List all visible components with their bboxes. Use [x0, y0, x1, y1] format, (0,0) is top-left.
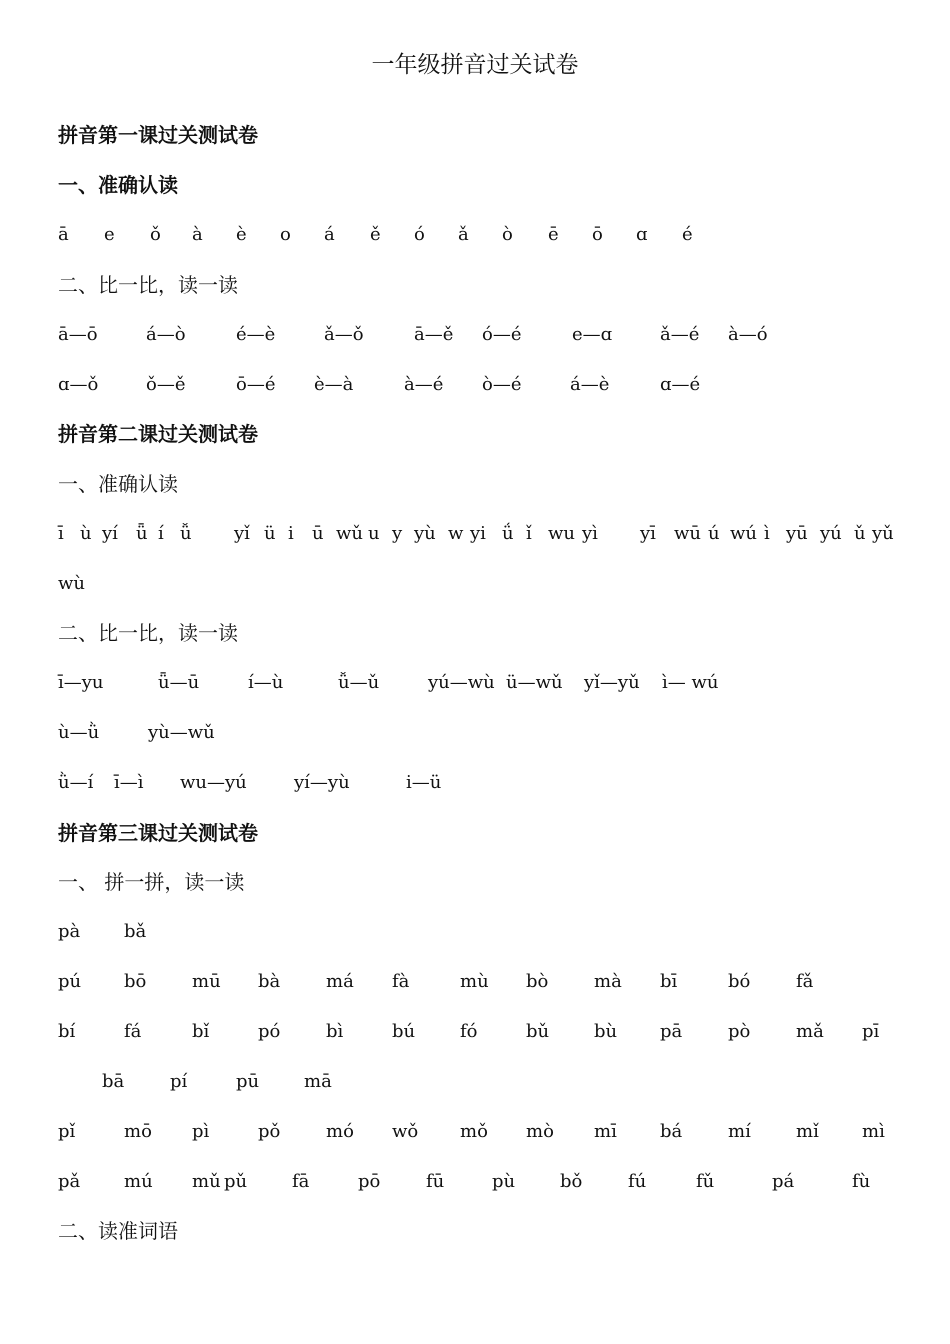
pinyin-item: pí — [170, 1071, 188, 1092]
pinyin-item: wù — [58, 573, 85, 594]
pinyin-item: yī — [640, 523, 656, 544]
pinyin-item: ā—ō — [58, 324, 98, 345]
pinyin-item: pì — [192, 1121, 210, 1142]
pinyin-item: mó — [326, 1121, 354, 1142]
pinyin-item: ī—yu — [58, 672, 104, 693]
pinyin-item: bā — [102, 1071, 125, 1092]
pinyin-item: bǒ — [560, 1171, 583, 1192]
pinyin-item: ǚ—ǔ — [338, 672, 380, 693]
pinyin-item: á — [324, 224, 335, 245]
pinyin-item: ò — [502, 224, 513, 245]
pinyin-item: ǜ—í — [58, 772, 94, 793]
pinyin-item: mò — [526, 1121, 554, 1142]
pinyin-item: mù — [460, 971, 489, 992]
lesson1-heading: 拼音第一课过关测试卷 — [58, 123, 258, 147]
pinyin-item: w — [448, 523, 464, 544]
pinyin-item: ǖ — [136, 523, 148, 544]
pinyin-item: wǔ — [336, 523, 363, 544]
lesson3-heading: 拼音第三课过关测试卷 — [58, 821, 258, 845]
pinyin-item: mà — [594, 971, 622, 992]
pinyin-item: í—ù — [248, 672, 284, 693]
pinyin-item: yǐ—yǔ — [584, 672, 640, 693]
pinyin-item: ú — [708, 523, 720, 544]
pinyin-item: á—è — [570, 374, 610, 395]
pinyin-item: wú — [730, 523, 757, 544]
pinyin-item: bǐ — [192, 1021, 210, 1042]
pinyin-item: ā — [58, 224, 69, 245]
pinyin-item: mǎ — [796, 1021, 824, 1042]
pinyin-item: ǖ—ū — [158, 672, 200, 693]
pinyin-item: à—é — [404, 374, 444, 395]
pinyin-item: fù — [852, 1171, 871, 1192]
pinyin-item: ī—ì — [114, 772, 144, 793]
pinyin-item: bì — [326, 1021, 344, 1042]
pinyin-item: ó—é — [482, 324, 522, 345]
lesson2-section2-title: 二、比一比，读一读 — [58, 621, 238, 645]
pinyin-item: pǎ — [58, 1171, 81, 1192]
pinyin-item: é — [682, 224, 693, 245]
pinyin-item: u — [368, 523, 380, 544]
pinyin-item: mí — [728, 1121, 751, 1142]
pinyin-item: bǔ — [526, 1021, 550, 1042]
pinyin-item: pò — [728, 1021, 751, 1042]
pinyin-item: bù — [594, 1021, 618, 1042]
pinyin-item: fā — [292, 1171, 310, 1192]
pinyin-item: fú — [628, 1171, 647, 1192]
pinyin-item: pā — [660, 1021, 683, 1042]
pinyin-item: e — [104, 224, 115, 245]
pinyin-item: bá — [660, 1121, 683, 1142]
pinyin-item: fà — [392, 971, 410, 992]
pinyin-item: ā—ě — [414, 324, 454, 345]
lesson1-section1-title: 一、准确认读 — [58, 173, 178, 197]
pinyin-item: mǒ — [460, 1121, 488, 1142]
pinyin-item: yú—wù — [428, 672, 495, 693]
pinyin-item: ē — [548, 224, 559, 245]
pinyin-item: yù — [414, 523, 436, 544]
pinyin-item: yǐ — [234, 523, 250, 544]
pinyin-item: bō — [124, 971, 147, 992]
pinyin-item: bà — [258, 971, 281, 992]
pinyin-item: é—è — [236, 324, 276, 345]
pinyin-item: mī — [594, 1121, 617, 1142]
pinyin-item: ō—é — [236, 374, 276, 395]
pinyin-item: pú — [58, 971, 82, 992]
pinyin-item: ü—wǔ — [506, 672, 563, 693]
pinyin-item: ǎ—ǒ — [324, 324, 364, 345]
pinyin-item: ɑ — [636, 224, 648, 245]
pinyin-item: ɑ—é — [660, 374, 701, 395]
pinyin-item: í — [158, 523, 164, 544]
pinyin-item: yì — [582, 523, 598, 544]
pinyin-item: wu—yú — [180, 772, 247, 793]
pinyin-item: fǎ — [796, 971, 814, 992]
pinyin-item: ǎ — [458, 224, 469, 245]
pinyin-item: bǎ — [124, 921, 147, 942]
pinyin-item: á—ò — [146, 324, 186, 345]
pinyin-item: pǒ — [258, 1121, 281, 1142]
lesson2-section1-title: 一、准确认读 — [58, 472, 178, 496]
pinyin-item: ó — [414, 224, 425, 245]
pinyin-item: pō — [358, 1171, 381, 1192]
pinyin-item: bí — [58, 1021, 76, 1042]
pinyin-item: pá — [772, 1171, 795, 1192]
pinyin-item: yú — [820, 523, 842, 544]
pinyin-item: e—ɑ — [572, 324, 613, 345]
pinyin-item: ù — [80, 523, 92, 544]
pinyin-item: wū — [674, 523, 701, 544]
document-title: 一年级拼音过关试卷 — [371, 52, 579, 78]
pinyin-item: i — [288, 523, 294, 544]
pinyin-item: wu — [548, 523, 575, 544]
pinyin-item: má — [326, 971, 354, 992]
pinyin-item: yí—yù — [294, 772, 350, 793]
pinyin-item: ǒ — [150, 224, 161, 245]
pinyin-item: y — [392, 523, 403, 544]
pinyin-item: ǔ — [854, 523, 866, 544]
pinyin-item: yí — [102, 523, 118, 544]
pinyin-item: à — [192, 224, 203, 245]
pinyin-item: pù — [492, 1171, 516, 1192]
pinyin-item: pū — [236, 1071, 260, 1092]
pinyin-item: mā — [304, 1071, 332, 1092]
lesson2-heading: 拼音第二课过关测试卷 — [58, 422, 258, 446]
pinyin-item: pó — [258, 1021, 281, 1042]
pinyin-item: ǐ — [526, 523, 532, 544]
pinyin-item: yi — [470, 523, 486, 544]
pinyin-item: pà — [58, 921, 81, 942]
pinyin-item: à—ó — [728, 324, 768, 345]
pinyin-item: ù—ǜ — [58, 722, 100, 743]
pinyin-item: ò—é — [482, 374, 522, 395]
pinyin-item: ǘ — [502, 523, 514, 544]
pinyin-item: o — [280, 224, 291, 245]
pinyin-item: bī — [660, 971, 678, 992]
lesson3-section2-title: 二、读准词语 — [58, 1219, 178, 1243]
lesson3-section1-title: 一、 拼一拼，读一读 — [58, 870, 245, 894]
pinyin-item: pǔ — [224, 1171, 248, 1192]
pinyin-item: ō — [592, 224, 603, 245]
pinyin-item: fū — [426, 1171, 445, 1192]
pinyin-item: mú — [124, 1171, 153, 1192]
pinyin-item: ǒ—ě — [146, 374, 186, 395]
pinyin-item: è—à — [314, 374, 354, 395]
pinyin-item: bò — [526, 971, 549, 992]
pinyin-item: yù—wǔ — [148, 722, 215, 743]
pinyin-item: ě — [370, 224, 381, 245]
pinyin-item: mǔ — [192, 1171, 221, 1192]
pinyin-item: ǚ — [180, 523, 192, 544]
pinyin-item: pī — [862, 1021, 880, 1042]
pinyin-item: i—ü — [406, 772, 442, 793]
pinyin-item: ì — [764, 523, 770, 544]
pinyin-item: ɑ—ǒ — [58, 374, 99, 395]
pinyin-item: è — [236, 224, 247, 245]
pinyin-item: ǎ—é — [660, 324, 700, 345]
pinyin-item: yū — [786, 523, 808, 544]
pinyin-item: bú — [392, 1021, 416, 1042]
pinyin-item: ü — [264, 523, 276, 544]
lesson1-section2-title: 二、比一比，读一读 — [58, 273, 238, 297]
pinyin-item: ì— wú — [662, 672, 719, 693]
pinyin-item: pǐ — [58, 1121, 76, 1142]
pinyin-item: fǔ — [696, 1171, 715, 1192]
pinyin-item: yǔ — [872, 523, 894, 544]
pinyin-item: ī — [58, 523, 64, 544]
pinyin-item: fó — [460, 1021, 478, 1042]
pinyin-item: mō — [124, 1121, 152, 1142]
pinyin-item: bó — [728, 971, 751, 992]
pinyin-item: mì — [862, 1121, 885, 1142]
pinyin-item: mū — [192, 971, 221, 992]
pinyin-item: wǒ — [392, 1121, 419, 1142]
pinyin-item: ū — [312, 523, 324, 544]
pinyin-item: mǐ — [796, 1121, 819, 1142]
pinyin-item: fá — [124, 1021, 142, 1042]
